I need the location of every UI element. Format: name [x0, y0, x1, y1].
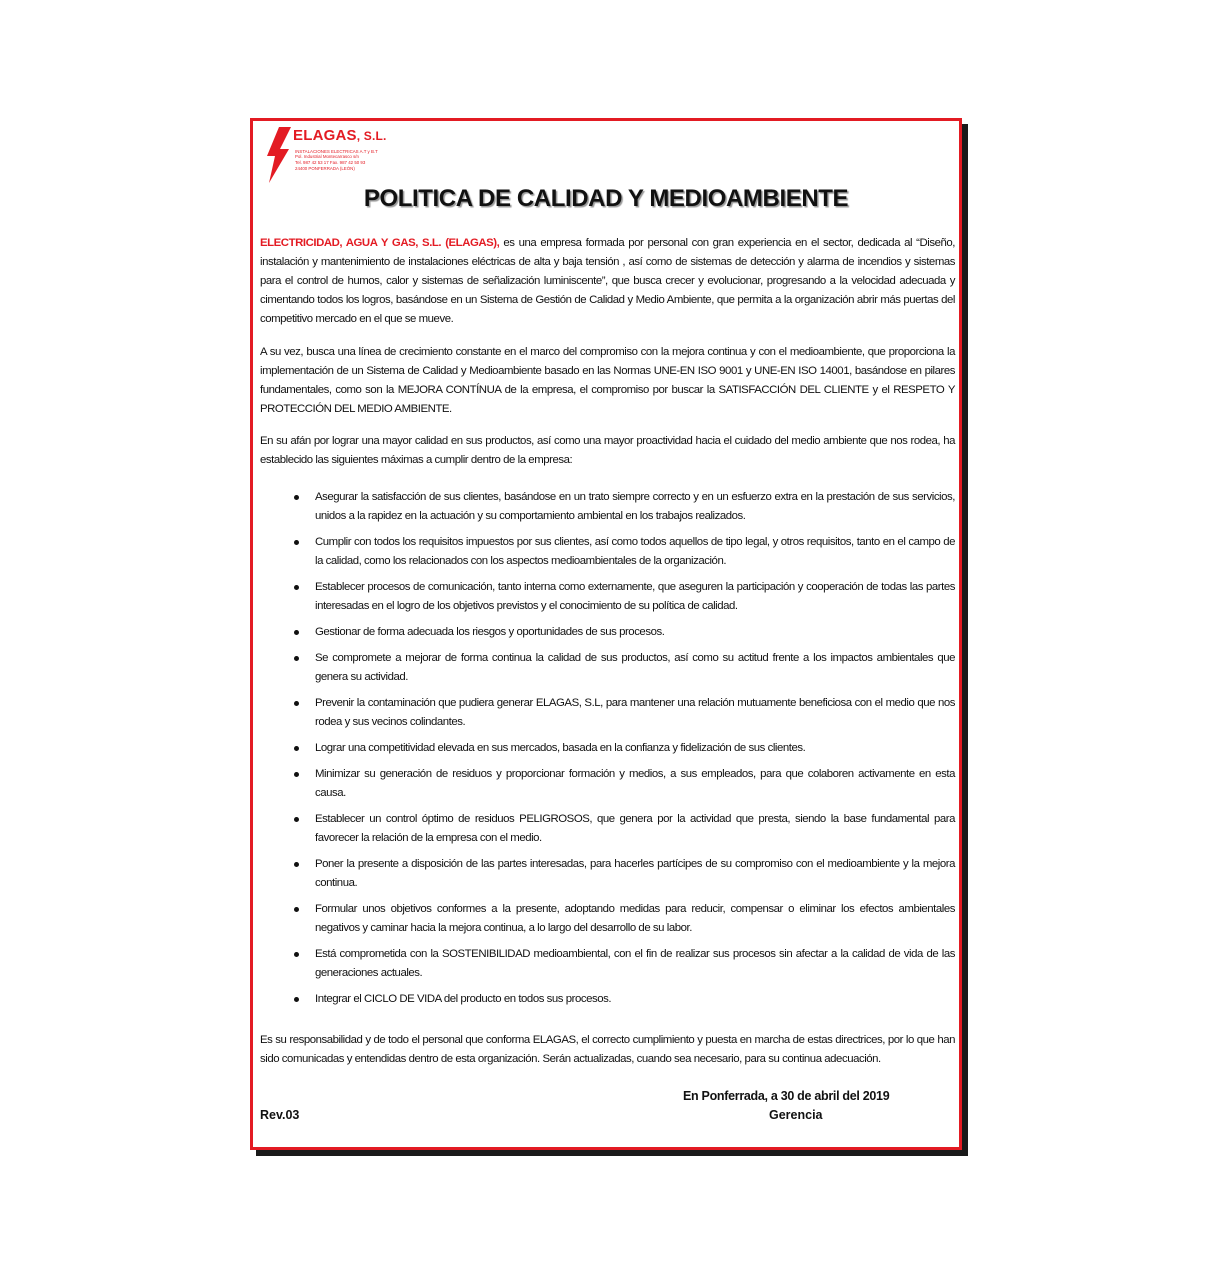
list-item: Cumplir con todos los requisitos impuestos por sus clientes, así como todos aquellos de tipo legal, y otros requisitos, tanto en el campo de la calidad, como los relacionados con los aspectos medioambientales de la organización.: [315, 533, 955, 571]
bullet-icon: [294, 630, 299, 635]
intro-paragraph: [260, 234, 955, 329]
objectives-intro-paragraph: En su afán por lograr una mayor calidad en sus productos, así como una mayor proactividad hacia el cuidado del medio ambiente que nos rodea, ha establecido las siguientes máximas a cumplir dentro de la empresa:: [260, 435, 955, 466]
logo-line: 24400 PONFERRADA (LEÓN): [295, 166, 355, 171]
logo-line: Pol. Industrial Montecarrasco s/n: [295, 154, 359, 159]
bullet-icon: [294, 772, 299, 777]
bullet-icon: [294, 540, 299, 545]
list-item: Formular unos objetivos conformes a la presente, adoptando medidas para reducir, compensar o eliminar los efectos ambientales negativos y caminar hacia la mejora continua, a lo largo del desarrollo de su labor.: [315, 900, 955, 938]
list-item: Lograr una competitividad elevada en sus mercados, basada en la confianza y fidelización de sus clientes.: [315, 739, 955, 758]
bullet-icon: [294, 701, 299, 706]
list-item: Poner la presente a disposición de las partes interesadas, para hacerles partícipes de su compromiso con el medioambiente y la mejora continua.: [315, 855, 955, 893]
logo-line: INSTALACIONES ELECTRICAS A.T y B.T: [295, 149, 378, 154]
logo-line: Tel. 987 42 53 17 Fax. 987 42 50 93: [295, 160, 366, 165]
list-item: Está comprometida con la SOSTENIBILIDAD medioambiental, con el fin de realizar sus procesos sin afectar a la calidad de vida de las generaciones actuales.: [315, 945, 955, 983]
logo-name: ELAGAS, S.L.: [293, 127, 387, 144]
commitment-paragraph: A su vez, busca una línea de crecimiento constante en el marco del compromiso con la mejora continua y con el medioambiente, que proporciona la implementación de un Sistema de Calidad y Medioambiente basado en las Normas UNE-EN ISO 9001 y UNE-EN ISO 14001, basándose en pilares fundamentales, como son la MEJORA CONTÍNUA de la empresa, el compromiso por buscar la SATISFACCIÓN DEL CLIENTE y el RESPETO Y PROTECCIÓN DEL MEDIO AMBIENTE.: [260, 346, 955, 415]
bullet-icon: [294, 656, 299, 661]
bullet-icon: [294, 585, 299, 590]
bullet-icon: [294, 817, 299, 822]
policy-document: [250, 118, 962, 1150]
bullet-icon: [294, 746, 299, 751]
list-item: Integrar el CICLO DE VIDA del producto en todos sus procesos.: [315, 990, 955, 1009]
company-name: ELECTRICIDAD, AGUA Y GAS, S.L. (ELAGAS),: [260, 237, 500, 249]
signatory: Gerencia: [769, 1108, 823, 1122]
bullet-icon: [294, 862, 299, 867]
list-item: Minimizar su generación de residuos y proporcionar formación y medios, a sus empleados, para que colaboren activamente en esta causa.: [315, 765, 955, 803]
company-logo: [265, 127, 425, 183]
document-title: POLITICA DE CALIDAD Y MEDIOAMBIENTE: [363, 185, 849, 212]
bullet-icon: [294, 907, 299, 912]
bullet-icon: [294, 495, 299, 500]
place-date: En Ponferrada, a 30 de abril del 2019: [683, 1089, 890, 1103]
bullet-icon: [294, 952, 299, 957]
list-item: Gestionar de forma adecuada los riesgos y oportunidades de sus procesos.: [315, 623, 955, 642]
list-item: Prevenir la contaminación que pudiera generar ELAGAS, S.L, para mantener una relación mutuamente beneficiosa con el medio que nos rodea y sus vecinos colindantes.: [315, 694, 955, 732]
list-item: Establecer procesos de comunicación, tanto interna como externamente, que aseguren la participación y cooperación de todas las partes interesadas en el logro de los objetivos previstos y el conocimiento de su política de calidad.: [315, 578, 955, 616]
list-item: Asegurar la satisfacción de sus clientes, basándose en un trato siempre correcto y en un esfuerzo extra en la prestación de sus servicios, unidos a la rapidez en la actuación y su comportamiento ambiental en los trabajos realizados.: [315, 488, 955, 526]
lightning-bolt-icon: [265, 127, 293, 183]
closing-paragraph: Es su responsabilidad y de todo el personal que conforma ELAGAS, el correcto cumplimiento y puesta en marcha de estas directrices, por lo que han sido comunicadas y entendidas dentro de esta organización. Serán actualizadas, cuando sea necesario, para su continua adecuación.: [260, 1034, 955, 1065]
revision-label: Rev.03: [260, 1108, 300, 1122]
intro-text: es una empresa formada por personal con gran experiencia en el sector, dedicada al “Diseño, instalación y mantenimiento de instalaciones eléctricas de alta y baja tensión , así como de sistemas de detección y alarma de incendios y sistemas para el control de humos, calor y sistemas de señalización luminiscente”, que busca crecer y evolucionar, progresando a la velocidad adecuada y cimentando todos los logros, basándose en un Sistema de Gestión de Calidad y Medio Ambiente, que permita a la organización abrir más puertas del competitivo mercado en el que se mueve.: [260, 237, 955, 325]
bullet-icon: [294, 997, 299, 1002]
list-item: Se compromete a mejorar de forma continua la calidad de sus productos, así como su actitud frente a los impactos ambientales que genera su actividad.: [315, 649, 955, 687]
list-item: Establecer un control óptimo de residuos PELIGROSOS, que genera por la actividad que presta, siendo la base fundamental para favorecer la relación de la empresa con el medio.: [315, 810, 955, 848]
